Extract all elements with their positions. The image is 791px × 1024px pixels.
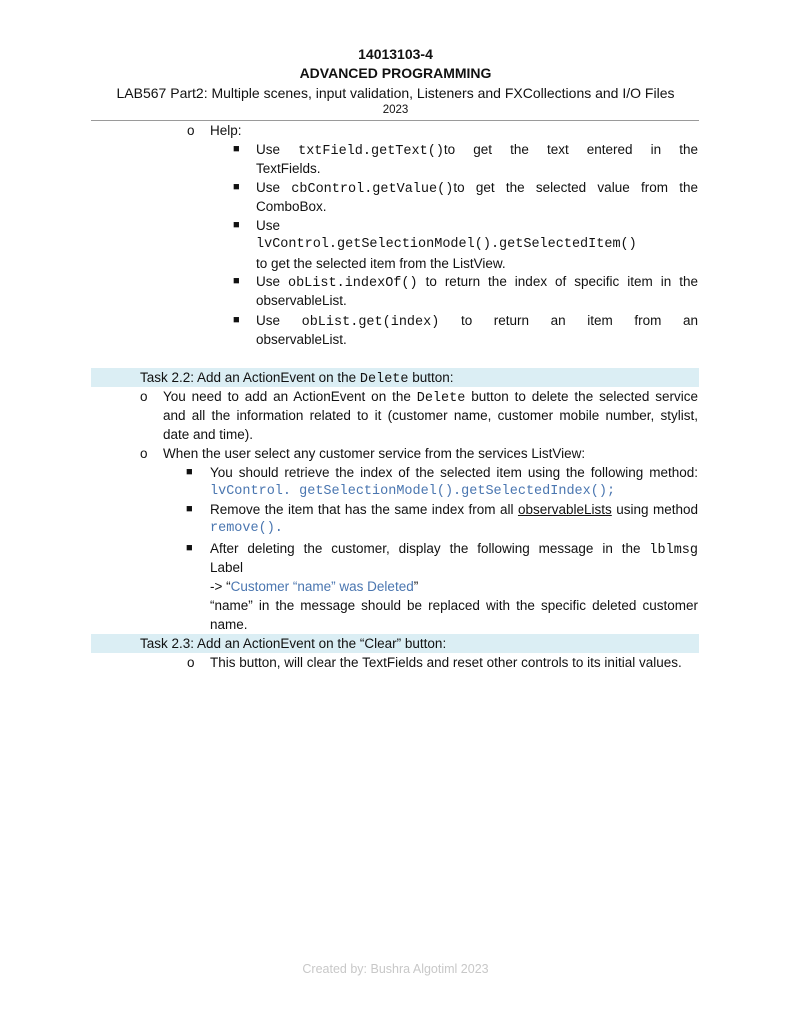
task-2-2-title: Task 2.2: Add an ActionEvent on the Delete button: <box>140 370 454 387</box>
task-2-3-title: Task 2.3: Add an ActionEvent on the “Clear” button: <box>140 636 447 651</box>
header-divider <box>91 120 699 121</box>
footer-credit: Created by: Bushra Algotiml 2023 <box>302 962 489 976</box>
task-2-2-p1: You need to add an ActionEvent on the Delete button to delete the selected service <box>163 389 699 406</box>
task-2-2-p2: When the user select any customer service from the services ListView: <box>163 446 586 461</box>
help-item-2-cont: ComboBox. <box>256 199 327 214</box>
year: 2023 <box>382 104 409 116</box>
task-2-2-s3-l4: “name” in the message should be replaced with the specific deleted customer <box>210 598 698 613</box>
task-2-2-p1-l2: and all the information related to it (customer name, customer mobile number, stylist, <box>163 408 698 423</box>
help-item-4: Use obList.indexOf() to return the index of specific item in the <box>256 274 698 291</box>
bullet-icon: ■ <box>233 219 240 231</box>
help-item-1-cont: TextFields. <box>256 161 321 176</box>
bullet-icon: ■ <box>233 314 240 326</box>
help-item-3-cont: to get the selected item from the ListView. <box>256 256 506 271</box>
help-item-2: Use cbControl.getValue()to get the selected value from the <box>256 180 698 197</box>
task-2-2-s3-l5: name. <box>210 617 248 632</box>
help-item-3: Use <box>256 218 281 233</box>
task-2-2-s2: Remove the item that has the same index from all observableLists using method <box>210 502 698 517</box>
task-2-2-s3-l2: Label <box>210 560 244 575</box>
task-2-3-text: This button, will clear the TextFields and reset other controls to its initial values. <box>210 655 682 670</box>
help-item-5: Use obList.get(index) to return an item from an <box>256 313 698 330</box>
lab-title: LAB567 Part2: Multiple scenes, input validation, Listeners and FXCollections and I/O Files <box>116 85 675 101</box>
help-item-5-cont: observableList. <box>256 332 347 347</box>
task-2-2-marker: o <box>140 389 148 404</box>
course-title: ADVANCED PROGRAMMING <box>299 65 492 81</box>
bullet-icon: ■ <box>233 181 240 193</box>
bullet-icon: ■ <box>233 143 240 155</box>
deleted-message-line: -> “Customer “name” was Deleted” <box>210 579 419 594</box>
course-code: 14013103-4 <box>358 46 433 62</box>
help-label: Help: <box>210 123 242 138</box>
bullet-icon: ■ <box>186 466 193 478</box>
bullet-icon: ■ <box>186 542 193 554</box>
task-2-2-s1: You should retrieve the index of the selected item using the following method: <box>210 465 698 480</box>
help-item-3-code: lvControl.getSelectionModel().getSelectedItem() <box>256 237 637 252</box>
task-2-3-marker: o <box>187 655 195 670</box>
help-marker: o <box>187 123 195 138</box>
selected-index-code: lvControl. getSelectionModel().getSelectedIndex(); <box>210 484 616 499</box>
task-2-2-s3: After deleting the customer, display the following message in the lblmsg <box>210 541 698 558</box>
remove-code: remove(). <box>210 521 283 536</box>
bullet-icon: ■ <box>233 275 240 287</box>
task-2-2-p1-l3: date and time). <box>163 427 254 442</box>
help-item-4-cont: observableList. <box>256 293 347 308</box>
task-2-2-marker: o <box>140 446 148 461</box>
bullet-icon: ■ <box>186 503 193 515</box>
help-item-1: Use txtField.getText()to get the text entered in the <box>256 142 698 159</box>
